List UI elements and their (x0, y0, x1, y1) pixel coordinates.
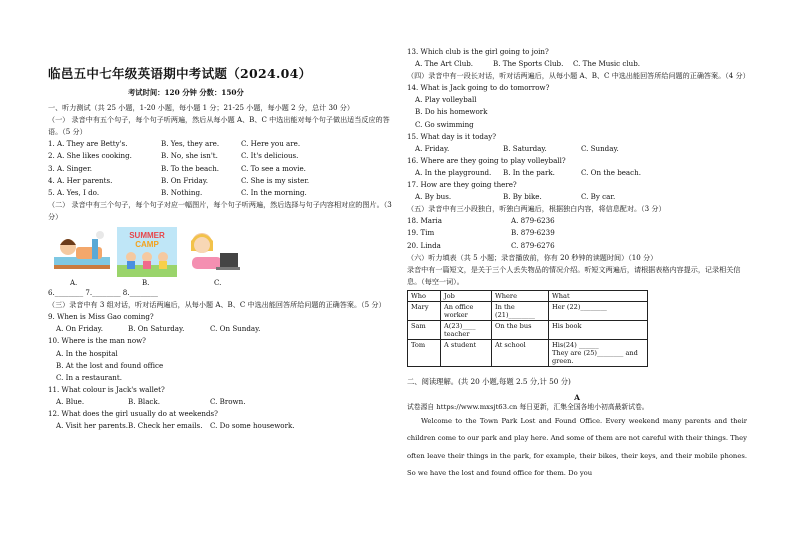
option: C. On the beach. (581, 167, 641, 177)
picture-b-summer-camp-icon (117, 227, 177, 277)
option: B. On Friday. (161, 175, 209, 185)
name: 20. Linda (407, 240, 441, 250)
question-13-options (407, 58, 747, 70)
name: 19. Tim (407, 228, 435, 238)
section3-list (48, 311, 393, 432)
table-cell: On the bus (492, 320, 549, 339)
phone-number: B. 879-6239 (511, 228, 555, 238)
option: A. In the hospital (56, 348, 118, 358)
table-cell: His book (549, 320, 648, 339)
match-item (407, 215, 747, 227)
question: 11. What colour is Jack's wallet? (48, 384, 165, 394)
option: 2. A. She likes cooking. (48, 151, 132, 161)
options-row (407, 167, 747, 179)
picture-c-girl-laptop-icon (182, 227, 242, 277)
table-body (408, 301, 648, 366)
options-row (48, 420, 393, 432)
option: B. Do his homework (415, 107, 488, 117)
option: 3. A. Singer. (48, 163, 92, 173)
option: A. Blue. (56, 396, 85, 406)
option: B. Yes, they are. (161, 139, 220, 149)
section4-heading: （四）录音中有一段长对话，听对话两遍后，从每小题 A、B、C 中选出能回答所给问题的正确答案。（4 分） (407, 71, 750, 81)
option: B. Black. (128, 396, 160, 406)
option: B. To the beach. (161, 163, 220, 173)
part2-heading: 二、阅读理解。(共 20 小题,每题 2.5 分,计 50 分) (407, 376, 571, 386)
option: B. By bike. (503, 192, 542, 202)
option: A. In the playground. (415, 167, 492, 177)
right-column (407, 0, 750, 483)
option: B. The Sports Club. (493, 59, 564, 69)
part1-heading: 一、听力测试（共 25 小题，1-20 小题，每小题 1 分；21-25 小题，每小题 2 分，总计 30 分） (48, 103, 354, 113)
answer-blanks-6-8: 6.________ 7.________ 8.________ (48, 288, 158, 298)
table-header-row (408, 290, 648, 301)
camp-word-1: SUMMER (129, 231, 165, 241)
table-header-cell: Who (408, 290, 441, 301)
table-cell: A student (441, 339, 492, 366)
table-cell: His(24) ______ They are (25)________ and green. (549, 339, 648, 366)
question: 17. How are they going there? (407, 180, 517, 190)
table-header-cell: Where (492, 290, 549, 301)
passage-label: A (574, 392, 580, 402)
options-row (407, 143, 747, 155)
question: 14. What is Jack going to do tomorrow? (407, 83, 550, 93)
source-line: 试卷源自 https://www.mxsjt63.cn 每日更新，汇集全国各地小初高最新试卷。 (407, 402, 649, 411)
options-row (48, 323, 393, 335)
picture-label-c: C. (214, 279, 222, 288)
option: B. No, she isn't. (161, 151, 218, 161)
camp-word-2: CAMP (135, 240, 159, 250)
list-item (48, 138, 393, 150)
section4-list (407, 82, 747, 203)
picture-a-hospital-icon (52, 227, 112, 277)
picture-label-a: A. (70, 279, 78, 288)
option: B. Saturday. (503, 143, 547, 153)
section3-heading: （三）录音中有 3 组对话，听对话两遍后，从每小题 A、B、C 中选出能回答所给问题的正确答案。（5 分） (48, 300, 386, 310)
table-cell: An office worker (441, 301, 492, 320)
option: C. Sunday. (581, 143, 619, 153)
match-item (407, 227, 747, 239)
exam-title: 临邑五中七年级英语期中考试题（2024.04） (48, 66, 312, 81)
exam-subtitle: 考试时间：120 分钟 分数：150分 (128, 88, 244, 97)
section2-heading: （二） 录音中有三个句子，每个句子对应一幅图片，每个句子听两遍，然后选择与句子内容相对应的图片。（3 分） (48, 199, 392, 221)
question: 15. What day is it today? (407, 131, 497, 141)
picture-label-b: B. (142, 279, 150, 288)
option: C. By car. (581, 192, 616, 202)
option: A. On Friday. (56, 324, 103, 334)
table-cell: At school (492, 339, 549, 366)
list-item (48, 175, 393, 187)
question-13: 13. Which club is the girl going to join? (407, 47, 549, 56)
option: C. Do some housework. (210, 421, 295, 431)
question: 10. Where is the man now? (48, 336, 146, 346)
options-row (407, 191, 747, 203)
option: B. Nothing. (161, 187, 203, 197)
name: 18. Maria (407, 216, 442, 226)
option: C. In a restaurant. (56, 372, 122, 382)
table-cell: Sam (408, 320, 441, 339)
question: 16. Where are they going to play volleyball? (407, 155, 566, 165)
table-cell: Tom (408, 339, 441, 366)
question: 9. When is Miss Gao coming? (48, 312, 154, 322)
section5-heading: （五）录音中有三小段独白，听独白两遍后，根据独白内容，将信息配对。（3 分） (407, 204, 666, 214)
listening-table (407, 290, 648, 367)
left-column (48, 0, 393, 432)
list-item (48, 163, 393, 175)
option: B. At the lost and found office (56, 360, 164, 370)
option: B. On Saturday. (128, 324, 185, 334)
passage-text: Welcome to the Town Park Lost and Found Office. Every weekend many parents and their children come to our park and play here. And some of them are not careful with their things. They often leave their things in the park, for example, their bikes, their keys, and their mobile phones. So we have the lost and found office for them. Do you (407, 416, 747, 478)
list-item (48, 150, 393, 162)
option: C. It's delicious. (241, 151, 299, 161)
options-row (48, 396, 393, 408)
section1-heading: （一） 录音中有五个句子，每个句子听两遍，然后从每小题 A、B、C 中选出能对每个句子做出适当反应的答语。（5 分） (48, 115, 390, 137)
option: C. Here you are. (241, 139, 301, 149)
table-row (408, 339, 648, 366)
option: A. Play volleyball (415, 95, 477, 105)
option: A. By bus. (415, 192, 452, 202)
option: C. Go swimming (415, 119, 474, 129)
option: C. On Sunday. (210, 324, 261, 334)
section6-description: 录音中有一篇短文，是关于三个人丢失物品的情况介绍。听短文两遍后，请根据表格内容提示，记录相关信息。（每空一词）。 (407, 264, 741, 286)
section6-heading: （六）听力填表（共 5 小题；录音播放前，你有 20 秒钟的读题时间）（10 分） (407, 252, 658, 262)
table-row (408, 320, 648, 339)
section5-list (407, 215, 747, 251)
table-cell: A(23)____ teacher (441, 320, 492, 339)
match-item (407, 240, 747, 252)
phone-number: C. 879-6276 (511, 240, 555, 250)
option: C. The Music club. (573, 59, 641, 69)
picture-labels (70, 279, 393, 287)
option: A. Visit her parents. (56, 421, 129, 431)
option: C. She is my sister. (241, 175, 310, 185)
table-row (408, 301, 648, 320)
table-header-cell: Job (441, 290, 492, 301)
table-cell: Mary (408, 301, 441, 320)
option: C. In the morning. (241, 187, 307, 197)
section1-list (48, 138, 393, 198)
option: C. Brown. (210, 396, 246, 406)
option: B. In the park. (503, 167, 555, 177)
option: 1. A. They are Betty's. (48, 139, 128, 149)
option: 4. A. Her parents. (48, 175, 113, 185)
picture-row (52, 227, 393, 277)
phone-number: A. 879-6236 (511, 216, 555, 226)
table-cell: In the (21)________ (492, 301, 549, 320)
table-header-cell: What (549, 290, 648, 301)
option: B. Check her emails. (128, 421, 203, 431)
table-cell: Her (22)________ (549, 301, 648, 320)
option: A. The Art Club. (415, 59, 474, 69)
option: C. To see a movie. (241, 163, 306, 173)
list-item (48, 187, 393, 199)
question: 12. What does the girl usually do at weekends? (48, 408, 218, 418)
option: A. Friday. (415, 143, 450, 153)
option: 5. A. Yes, I do. (48, 187, 100, 197)
